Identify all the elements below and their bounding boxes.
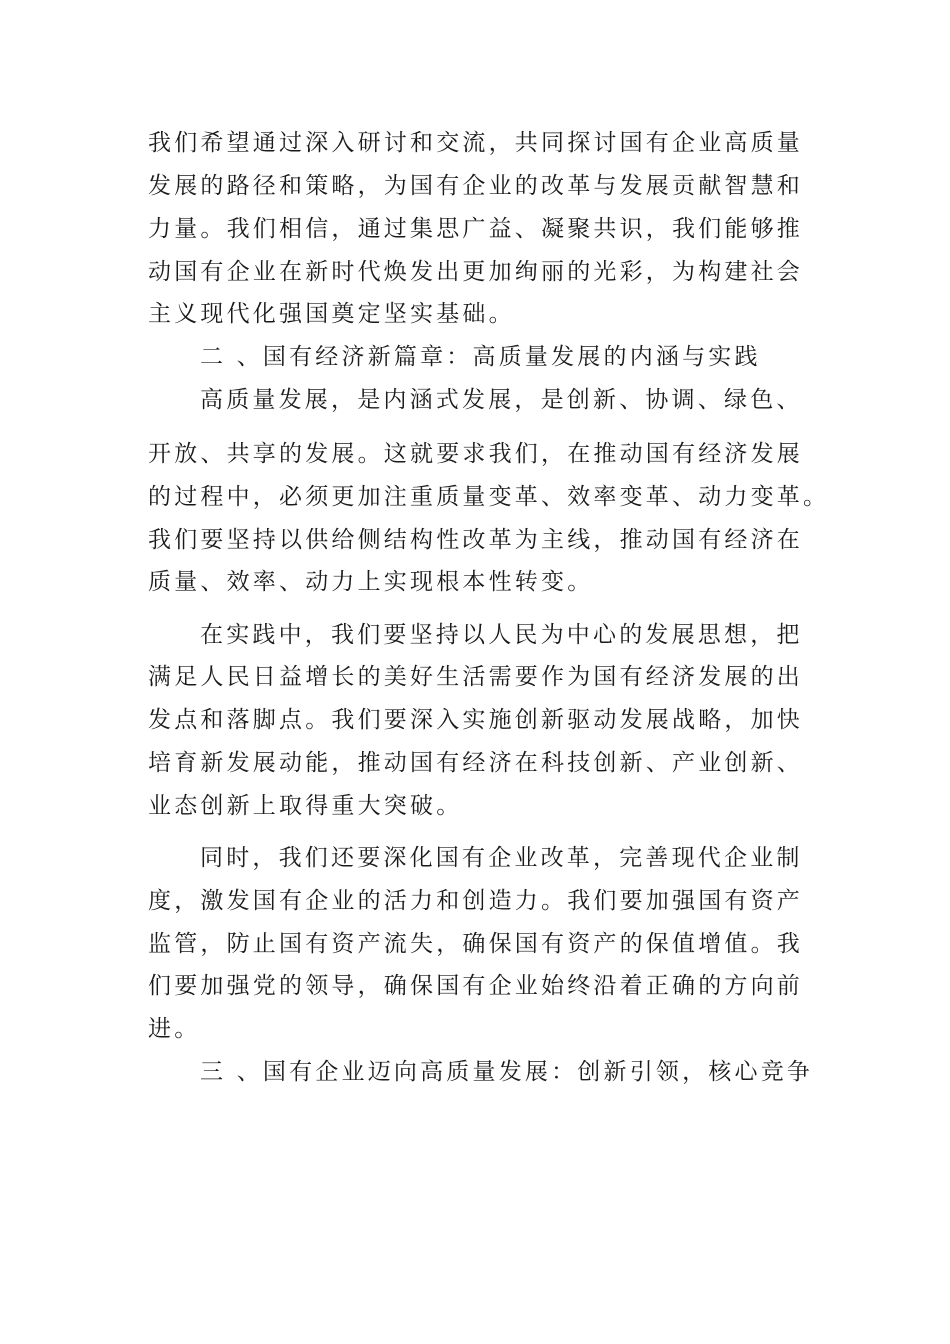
paragraph-line: 高质量发展，是内涵式发展，是创新、协调、绿色、	[200, 387, 803, 413]
paragraph-line: 的过程中，必须更加注重质量变革、效率变革、动力变革。	[148, 484, 830, 510]
section-heading: 三 、国有企业迈向高质量发展：创新引领，核心竞争	[200, 1059, 814, 1085]
paragraph-line: 动国有企业在新时代焕发出更加绚丽的光彩，为构建社会	[148, 259, 803, 285]
paragraph-line: 我们要坚持以供给侧结构性改革为主线，推动国有经济在	[148, 527, 803, 553]
paragraph-line: 进。	[148, 1016, 201, 1042]
paragraph-line: 业态创新上取得重大突破。	[148, 793, 463, 819]
paragraph-line: 满足人民日益增长的美好生活需要作为国有经济发展的出	[148, 664, 803, 690]
paragraph-line: 同时，我们还要深化国有企业改革，完善现代企业制	[200, 845, 803, 871]
paragraph-line: 培育新发展动能，推动国有经济在科技创新、产业创新、	[148, 750, 803, 776]
paragraph-line: 们要加强党的领导，确保国有企业始终沿着正确的方向前	[148, 973, 803, 999]
paragraph-line: 度，激发国有企业的活力和创造力。我们要加强国有资产	[148, 888, 803, 914]
paragraph-line: 发点和落脚点。我们要深入实施创新驱动发展战略，加快	[148, 707, 803, 733]
paragraph-line: 在实践中，我们要坚持以人民为中心的发展思想，把	[200, 622, 803, 648]
paragraph-line: 质量、效率、动力上实现根本性转变。	[148, 569, 594, 595]
paragraph-line: 主义现代化强国奠定坚实基础。	[148, 301, 515, 327]
paragraph-line: 监管，防止国有资产流失，确保国有资产的保值增值。我	[148, 931, 803, 957]
section-heading: 二 、国有经济新篇章：高质量发展的内涵与实践	[200, 344, 761, 370]
paragraph-line: 力量。我们相信，通过集思广益、凝聚共识，我们能够推	[148, 216, 803, 242]
paragraph-line: 开放、共享的发展。这就要求我们，在推动国有经济发展	[148, 441, 803, 467]
paragraph-line: 发展的路径和策略，为国有企业的改革与发展贡献智慧和	[148, 173, 803, 199]
paragraph-line: 我们希望通过深入研讨和交流，共同探讨国有企业高质量	[148, 130, 803, 156]
